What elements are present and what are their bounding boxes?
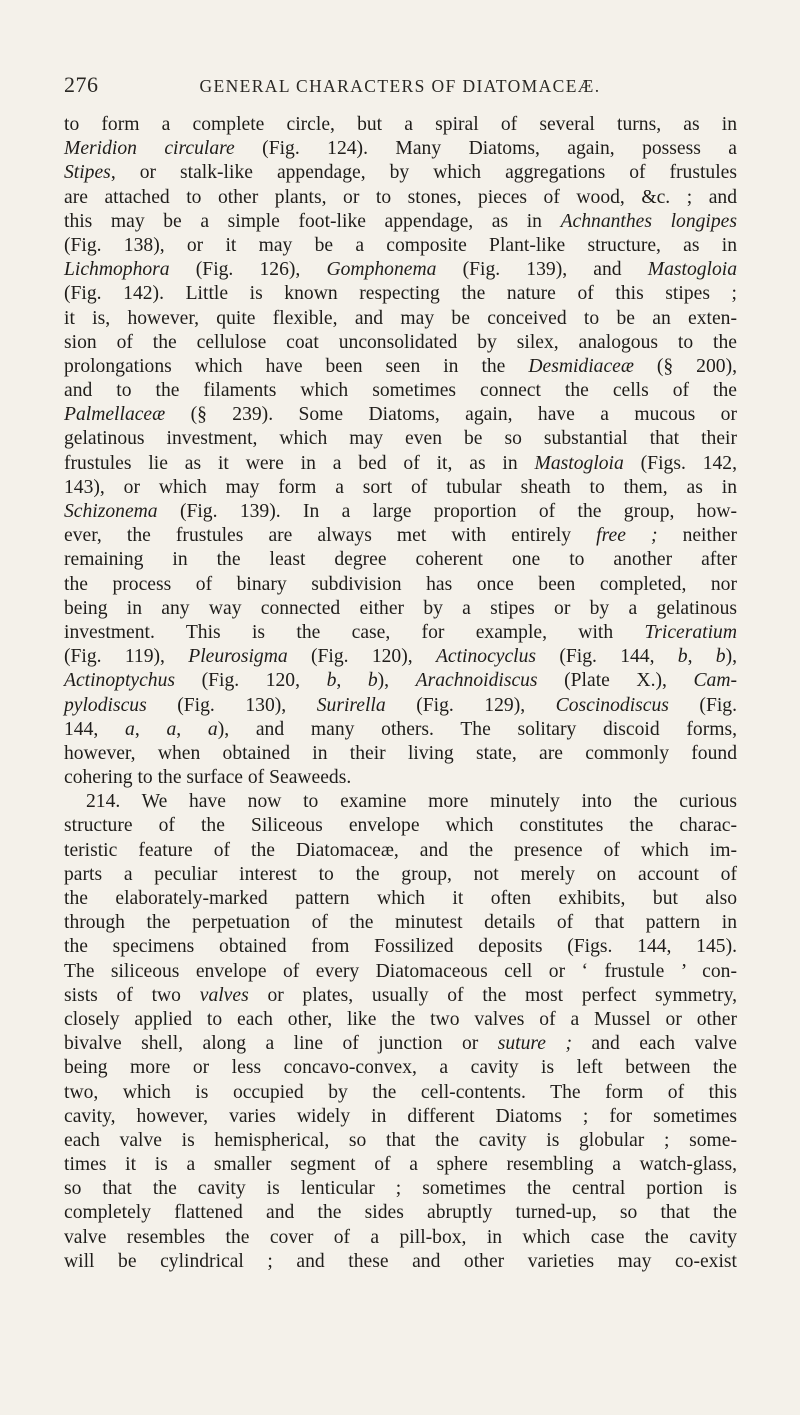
text-run: ),: [725, 646, 738, 668]
text-run: ),: [377, 670, 416, 692]
italic-text: suture ;: [497, 1033, 572, 1055]
text-line: [64, 766, 737, 790]
text-run: this may be a simple foot-like appendage, as in: [64, 210, 561, 232]
italic-text: a: [207, 718, 218, 740]
text-run: (Fig. 124). Many Diatoms, again, possess a: [234, 138, 737, 160]
text-run: so that the cavity is lenticular ; sometimes the central portion is: [64, 1178, 737, 1200]
text-run: 214. We have now to examine more minutely into the curious: [86, 791, 737, 813]
text-line: [64, 379, 737, 403]
text-run: 144,: [64, 718, 126, 740]
text-line: [64, 621, 737, 645]
text-run: completely flattened and the sides abruptly turned-up, so that the: [64, 1202, 737, 1224]
text-run: and each valve: [572, 1033, 737, 1055]
text-run: investment. This is the case, for example, with: [64, 621, 645, 643]
text-line: [64, 1008, 737, 1032]
italic-text: b: [715, 646, 726, 668]
text-run: (Fig. 120,: [175, 670, 327, 692]
italic-text: Meridion circulare: [64, 138, 235, 160]
text-run: however, when obtained in their living state, are commonly found: [64, 742, 737, 764]
text-line: [64, 282, 737, 306]
italic-text: b: [326, 670, 337, 692]
text-line: [64, 1105, 737, 1129]
text-run: the process of binary subdivision has once been completed, nor: [64, 573, 737, 595]
text-line: [64, 718, 737, 742]
italic-text: Arachnoidiscus: [415, 670, 538, 692]
text-line: [64, 1129, 737, 1153]
text-run: (Fig. 139), and: [436, 259, 648, 281]
text-run: ), and many others. The solitary discoid forms,: [217, 718, 737, 740]
text-run: the elaborately-marked pattern which it often exhibits, but also: [64, 888, 737, 909]
text-run: closely applied to each other, like the two valves of a Mussel or other: [64, 1008, 737, 1030]
text-line: [64, 573, 737, 597]
text-line: [64, 1226, 737, 1250]
text-run: (Figs. 142,: [623, 452, 737, 474]
text-run: and to the filaments which sometimes connect the cells of the: [64, 380, 737, 402]
text-run: valve resembles the cover of a pill-box, in which case the cavity: [64, 1226, 737, 1248]
text-line: [64, 597, 737, 621]
text-line: [64, 814, 737, 838]
italic-text: Desmidiaceæ: [528, 355, 634, 377]
text-line: [64, 307, 737, 331]
text-run: (Fig. 126),: [169, 259, 327, 281]
text-run: teristic feature of the Diatomaceæ, and the presence of which im-: [64, 839, 737, 861]
body-text: [64, 113, 737, 1274]
text-line: [64, 669, 737, 693]
italic-text: Stipes: [64, 162, 111, 184]
text-line: [64, 911, 737, 935]
italic-text: Palmellaceæ: [64, 404, 166, 426]
italic-text: Mastogloia: [534, 452, 624, 474]
italic-text: Pleurosigma: [188, 646, 288, 668]
text-run: (Fig. 119),: [64, 646, 189, 668]
italic-text: Lichmophora: [64, 259, 170, 281]
italic-text: Schizonema: [64, 501, 158, 522]
text-line: [64, 258, 737, 282]
italic-text: Actinoptychus: [64, 670, 175, 692]
text-run: ever, the frustules are always met with entirely: [64, 525, 597, 547]
text-run: ,: [336, 670, 368, 692]
text-line: [64, 137, 737, 161]
text-run: two, which is occupied by the cell-contents. The form of this: [64, 1081, 737, 1103]
text-run: ,: [134, 718, 167, 740]
text-line: [64, 1153, 737, 1177]
text-line: [64, 161, 737, 185]
text-run: 143), or which may form a sort of tubular sheath to them, as in: [64, 476, 737, 498]
italic-text: Actinocyclus: [435, 646, 537, 668]
text-line: [64, 790, 737, 814]
text-run: remaining in the least degree coherent one to another after: [64, 549, 737, 571]
text-run: through the perpetuation of the minutest details of that pattern in: [64, 912, 737, 934]
text-line: [64, 935, 737, 959]
page-number: 276: [64, 72, 99, 97]
text-line: [64, 113, 737, 137]
text-run: sists of two: [64, 984, 200, 1006]
italic-text: b: [677, 646, 688, 668]
text-run: times it is a smaller segment of a sphere resembling a watch-glass,: [64, 1154, 737, 1176]
text-line: [64, 1056, 737, 1080]
text-line: [64, 984, 737, 1008]
italic-text: Surirella: [316, 694, 386, 716]
text-line: [64, 694, 737, 718]
text-run: neither: [657, 525, 737, 547]
italic-text: a: [125, 718, 135, 740]
text-run: it is, however, quite flexible, and may be conceived to be an exten-: [64, 307, 737, 329]
text-line: [64, 427, 737, 451]
text-line: [64, 645, 737, 669]
italic-text: b: [367, 670, 378, 692]
text-line: [64, 839, 737, 863]
text-run: (Fig.: [668, 694, 737, 716]
running-head: GENERAL CHARACTERS OF DIATOMACEÆ.: [199, 76, 601, 96]
text-line: [64, 355, 737, 379]
italic-text: Achnanthes longipes: [560, 210, 737, 232]
text-line: [64, 234, 737, 258]
text-line: [64, 1201, 737, 1225]
text-run: each valve is hemispherical, so that the cavity is globular ; some-: [64, 1129, 737, 1151]
text-run: prolongations which have been seen in the: [64, 355, 529, 377]
text-run: the specimens obtained from Fossilized deposits (Figs. 144, 145).: [64, 936, 737, 958]
text-run: (Fig. 120),: [287, 646, 436, 668]
text-run: (§ 200),: [633, 355, 737, 377]
italic-text: valves: [199, 984, 249, 1006]
text-line: [64, 524, 737, 548]
italic-text: Cam-: [693, 670, 738, 692]
text-run: are attached to other plants, or to stones, pieces of wood, &c. ; and: [64, 186, 737, 208]
text-line: [64, 403, 737, 427]
text-run: sion of the cellulose coat unconsolidated by silex, analogous to the: [64, 331, 737, 353]
text-line: [64, 548, 737, 572]
italic-text: Coscinodiscus: [555, 694, 669, 716]
text-line: [64, 1081, 737, 1105]
italic-text: pylodiscus: [64, 694, 147, 716]
text-line: [64, 1177, 737, 1201]
text-run: (Fig. 142). Little is known respecting the nature of this stipes ;: [64, 283, 737, 305]
text-run: frustules lie as it were in a bed of it, as in: [64, 452, 535, 474]
italic-text: Triceratium: [644, 621, 737, 643]
text-run: (Fig. 138), or it may be a composite Plant-like structure, as in: [64, 234, 737, 256]
text-run: bivalve shell, along a line of junction or: [64, 1033, 498, 1055]
text-run: ,: [176, 718, 208, 740]
italic-text: Mastogloia: [647, 259, 738, 281]
text-line: [64, 476, 737, 500]
text-run: cohering to the surface of Seaweeds.: [64, 767, 352, 789]
text-run: being more or less concavo-convex, a cavity is left between the: [64, 1057, 737, 1079]
text-run: , or stalk-like appendage, by which aggregations of frustules: [110, 162, 737, 184]
text-run: cavity, however, varies widely in different Diatoms ; for sometimes: [64, 1105, 737, 1127]
text-run: (Fig. 144,: [536, 646, 678, 668]
text-run: (Fig. 129),: [385, 694, 556, 716]
text-line: [64, 960, 737, 984]
text-line: [64, 452, 737, 476]
text-run: (Fig. 139). In a large proportion of the group, how-: [157, 501, 737, 522]
italic-text: a: [166, 718, 177, 740]
text-run: or plates, usually of the most perfect symmetry,: [248, 984, 738, 1006]
text-run: being in any way connected either by a stipes or by a gelatinous: [64, 597, 737, 619]
text-line: [64, 186, 737, 210]
text-line: [64, 863, 737, 887]
text-run: parts a peculiar interest to the group, not merely on account of: [64, 863, 737, 885]
text-run: structure of the Siliceous envelope which constitutes the charac-: [64, 815, 737, 837]
text-run: The siliceous envelope of every Diatomaceous cell or ‘ frustule ’ con-: [64, 960, 737, 982]
text-line: [64, 1032, 737, 1056]
text-line: [64, 742, 737, 766]
text-run: (§ 239). Some Diatoms, again, have a mucous or: [165, 404, 737, 426]
text-run: to form a complete circle, but a spiral of several turns, as in: [64, 114, 737, 135]
text-line: [64, 210, 737, 234]
text-line: [64, 1250, 737, 1274]
text-run: (Fig. 130),: [146, 694, 317, 716]
text-run: gelatinous investment, which may even be so substantial that their: [64, 428, 737, 450]
text-line: [64, 500, 737, 524]
text-line: [64, 887, 737, 911]
text-run: (Plate X.),: [537, 670, 694, 692]
italic-text: free ;: [596, 525, 658, 547]
italic-text: Gomphonema: [326, 259, 437, 281]
text-line: [64, 331, 737, 355]
text-run: will be cylindrical ; and these and other varieties may co-exist: [64, 1250, 737, 1272]
text-run: ,: [687, 646, 716, 668]
